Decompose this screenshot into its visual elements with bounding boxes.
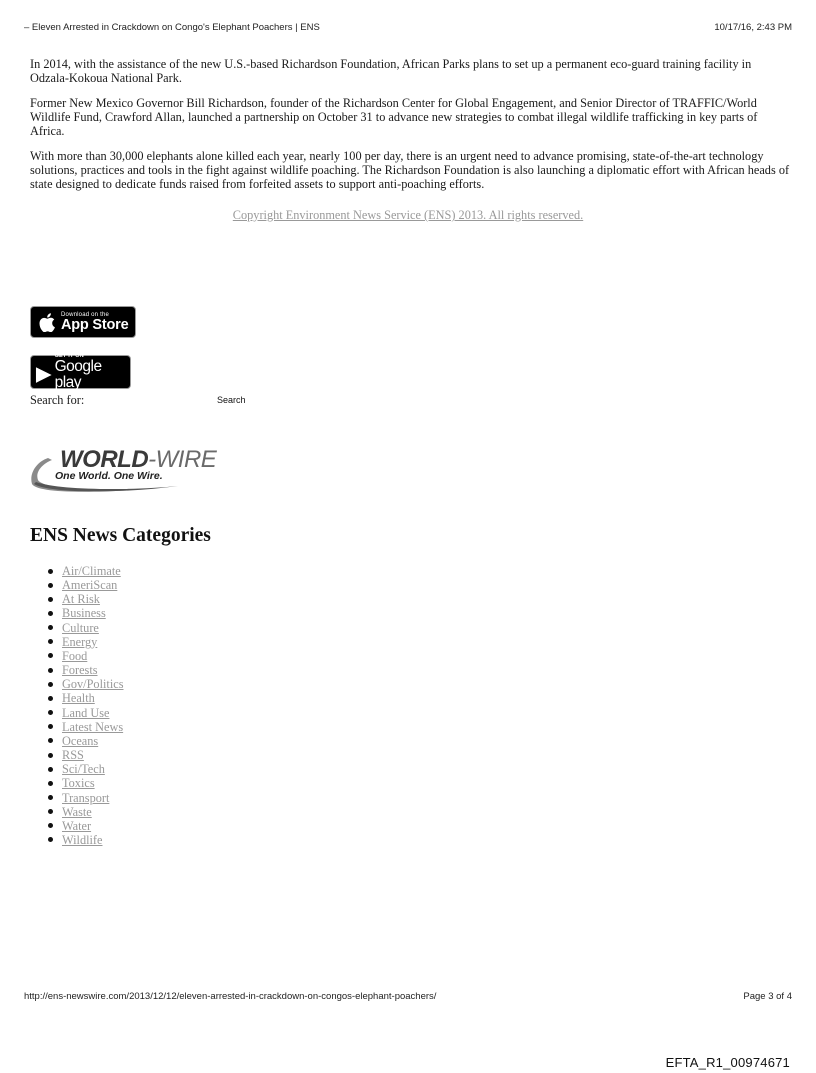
category-link-food[interactable]: Food: [62, 648, 88, 663]
list-item: [48, 706, 124, 720]
category-link-land-use[interactable]: Land Use: [62, 705, 110, 720]
category-link-business[interactable]: Business: [62, 606, 106, 621]
category-link-wildlife[interactable]: Wildlife: [62, 832, 103, 847]
category-link-gov-politics[interactable]: Gov/Politics: [62, 677, 124, 692]
copyright-link[interactable]: Copyright Environment News Service (ENS) 2013. All rights reserved.: [232, 208, 584, 222]
app-store-big-text: App Store: [61, 316, 129, 333]
category-link-ameriscan[interactable]: AmeriScan: [62, 578, 118, 593]
logo-title: WORLD-WIRE: [60, 446, 217, 473]
categories-heading: ENS News Categories: [30, 525, 211, 546]
print-header-datetime: 10/17/16, 2:43 PM: [714, 22, 792, 33]
list-item: [48, 776, 124, 790]
category-link-health[interactable]: Health: [62, 691, 95, 706]
list-item: [48, 578, 124, 592]
category-link-oceans[interactable]: Oceans: [62, 733, 99, 748]
copyright-notice: [0, 208, 816, 223]
app-store-badge[interactable]: [30, 306, 136, 338]
list-item: [48, 762, 124, 776]
list-item: [48, 720, 124, 734]
list-item: [48, 635, 124, 649]
list-item: [48, 677, 124, 691]
category-link-rss[interactable]: RSS: [62, 748, 84, 763]
category-link-at-risk[interactable]: At Risk: [62, 592, 100, 607]
category-link-sci-tech[interactable]: Sci/Tech: [62, 762, 105, 777]
play-icon: [35, 366, 53, 384]
bates-number: EFTA_R1_00974671: [665, 1055, 790, 1070]
google-play-big-text: Google play: [54, 358, 102, 391]
category-link-forests[interactable]: Forests: [62, 663, 98, 678]
list-item: [48, 663, 124, 677]
list-item: [48, 691, 124, 705]
category-link-transport[interactable]: Transport: [62, 790, 110, 805]
app-store-small-text: Download on the: [61, 311, 110, 318]
category-link-air-climate[interactable]: Air/Climate: [62, 564, 121, 578]
category-link-energy[interactable]: Energy: [62, 634, 98, 649]
print-header: [24, 22, 792, 33]
google-play-badge[interactable]: [30, 352, 131, 391]
article-paragraph: In 2014, with the assistance of the new U.S.-based Richardson Foundation, African Parks plans to set up a permanent eco-guard training facility in Odzala-Kokoua National Park.: [30, 57, 752, 85]
article-paragraph: With more than 30,000 elephants alone killed each year, nearly 100 per day, there is an urgent need to advance promising, state-of-the-art technology solutions, practices and tools in the fight against wildlife poaching. The Richardson Foundation is also launching a diplomatic effort with African heads of state designed to dedicate funds raised from forfeited assets to support anti-poaching efforts.: [30, 149, 790, 191]
world-wire-logo[interactable]: [28, 444, 217, 496]
list-item: [48, 734, 124, 748]
page-number: Page 3 of 4: [743, 991, 792, 1002]
category-link-toxics[interactable]: Toxics: [62, 776, 95, 791]
print-header-title: – Eleven Arrested in Crackdown on Congo's Elephant Poachers | ENS: [24, 22, 320, 33]
category-link-water[interactable]: Water: [62, 818, 92, 833]
list-item: [48, 606, 124, 620]
list-item: [48, 649, 124, 663]
list-item: [48, 833, 124, 847]
list-item: [48, 621, 124, 635]
list-item: [48, 564, 124, 578]
logo-tagline: One World. One Wire.: [55, 470, 163, 482]
category-link-latest-news[interactable]: Latest News: [62, 719, 124, 734]
list-item: [48, 748, 124, 762]
list-item: [48, 819, 124, 833]
google-play-small-text: GET IT ON: [54, 352, 84, 359]
search-button[interactable]: Search: [217, 395, 246, 405]
category-link-culture[interactable]: Culture: [62, 620, 99, 635]
categories-list: [48, 564, 124, 847]
apple-icon: [39, 313, 55, 332]
article-body: [30, 57, 790, 202]
print-footer: [24, 991, 792, 1002]
list-item: [48, 791, 124, 805]
article-paragraph: Former New Mexico Governor Bill Richardson, founder of the Richardson Center for Global Engagement, and Senior Director of TRAFFIC/World Wildlife Fund, Crawford Allan, launched a partnership on October 31 to advance new strategies to combat illegal wildlife trafficking in key parts of Africa.: [30, 96, 758, 138]
search-label: Search for:: [30, 393, 85, 407]
print-footer-url: http://ens-newswire.com/2013/12/12/eleven-arrested-in-crackdown-on-congos-elephant-poachers/: [24, 991, 437, 1002]
list-item: [48, 592, 124, 606]
list-item: [48, 805, 124, 819]
category-link-waste[interactable]: Waste: [62, 804, 92, 819]
